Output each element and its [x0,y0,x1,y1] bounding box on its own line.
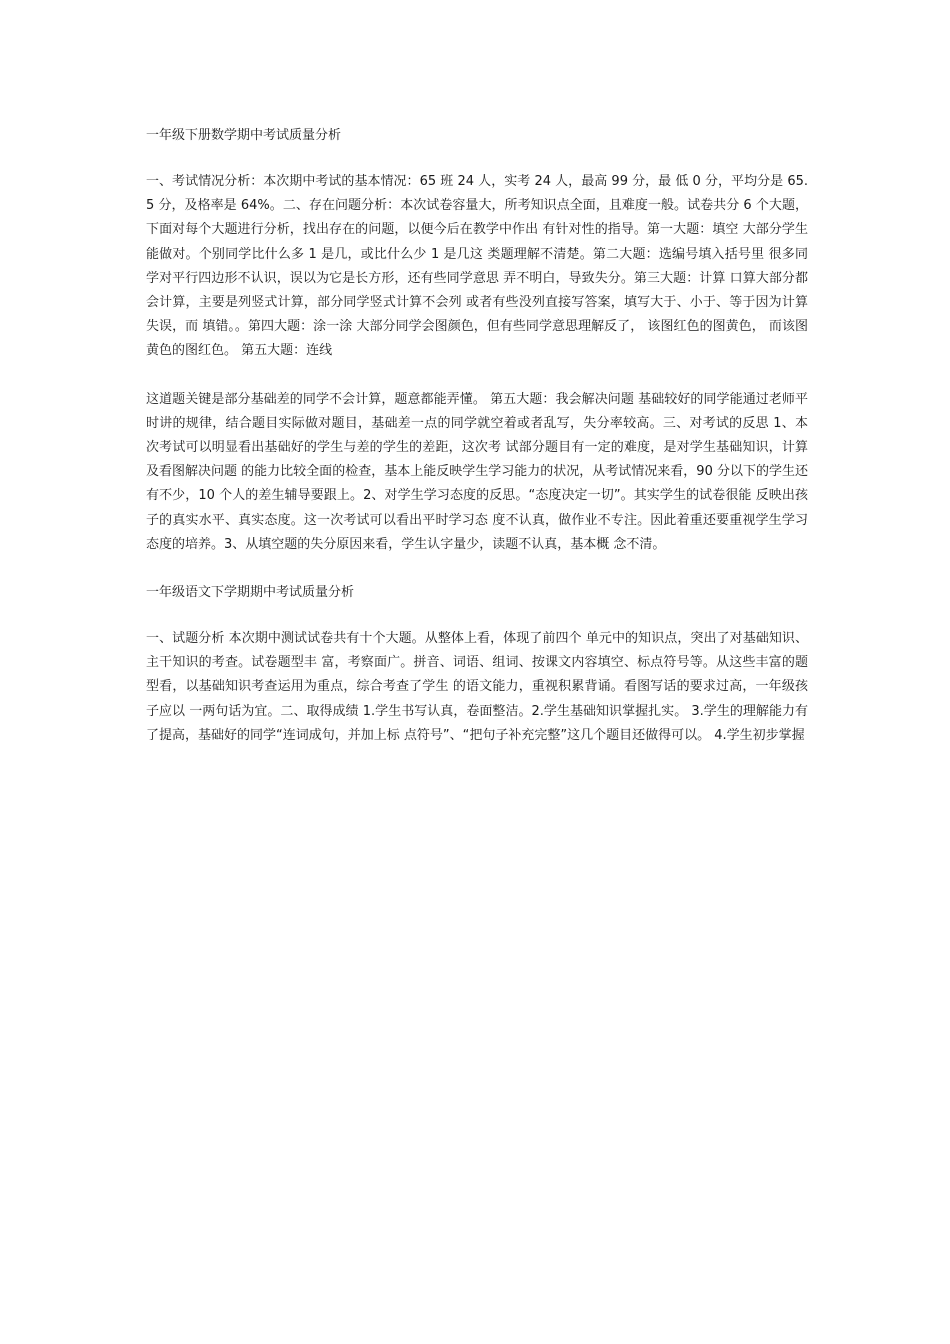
chinese-paragraph-1: 一、试题分析 本次期中测试试卷共有十个大题。从整体上看，体现了前四个 单元中的知识点，突出了对基础知识、主干知识的考查。试卷题型丰 富，考察面广。拼音、词语、组词、按课文内容填空、标点符号等。从这些丰富的题型看，以基础知识考查运用为重点，综合考查了学生 的语文能力，重视积累背诵。看图写话的要求过高，一年级孩子应以 一两句话为宜。二、取得成绩 1.学生书写认真，卷面整洁。2.学生基础知识掌握扎实。 3.学生的理解能力有了提高，基础好的同学“连词成句，并加上标 点符号”、“把句子补充完整”这几个题目还做得可以。 4.学生初步掌握 [146,631,808,743]
math-paragraph-1: 一、考试情况分析：本次期中考试的基本情况：65 班 24 人，实考 24 人，最高 99 分，最 低 0 分，平均分是 65.5 分，及格率是 64%。二、存在问题分析：本次试卷容量大，所考知识点全面，且难度一般。试卷共分 6 个大题，下面对每个大题进行分析，找出存在的问题，以便今后在教学中作出 有针对性的指导。第一大题：填空 大部分学生能做对。个别同学比什么多 1 是几，或比什么少 1 是几这 类题理解不清楚。第二大题：选编号填入括号里 很多同学对平行四边形不认识，误以为它是长方形，还有些同学意思 弄不明白，导致失分。第三大题：计算 口算大部分都会计算，主要是列竖式计算，部分同学竖式计算不会列 或者有些没列直接写答案，填写大于、小于、等于因为计算失误，而 填错。。第四大题：涂一涂 大部分同学会图颜色，但有些同学意思理解反了， 该图红色的图黄色， 而该图黄色的图红色。 第五大题：连线 [146,174,808,359]
math-paragraph-2: 这道题关键是部分基础差的同学不会计算，题意都能弄懂。 第五大题：我会解决问题 基础较好的同学能通过老师平时讲的规律，结合题目实际做对题目，基础差一点的同学就空着或者乱写，失分率较高。三、对考试的反思 1、本次考试可以明显看出基础好的学生与差的学生的差距，这次考 试部分题目有一定的难度，是对学生基础知识，计算及看图解决问题 的能力比较全面的检查，基本上能反映学生学习能力的状况，从考试情况来看，90 分以下的学生还有不少，10 个人的差生辅导要跟上。2、对学生学习态度的反思。“态度决定一切”。其实学生的试卷很能 反映出孩子的真实水平、真实态度。这一次考试可以看出平时学习态 度不认真，做作业不专注。因此着重还要重视学生学习态度的培养。3、从填空题的失分原因来看，学生认字量少，读题不认真，基本概 念不清。 [146,391,808,552]
math-section-title: 一年级下册数学期中考试质量分析 [146,128,342,143]
chinese-section-title: 一年级语文下学期期中考试质量分析 [146,585,355,601]
document-page [146,124,808,748]
